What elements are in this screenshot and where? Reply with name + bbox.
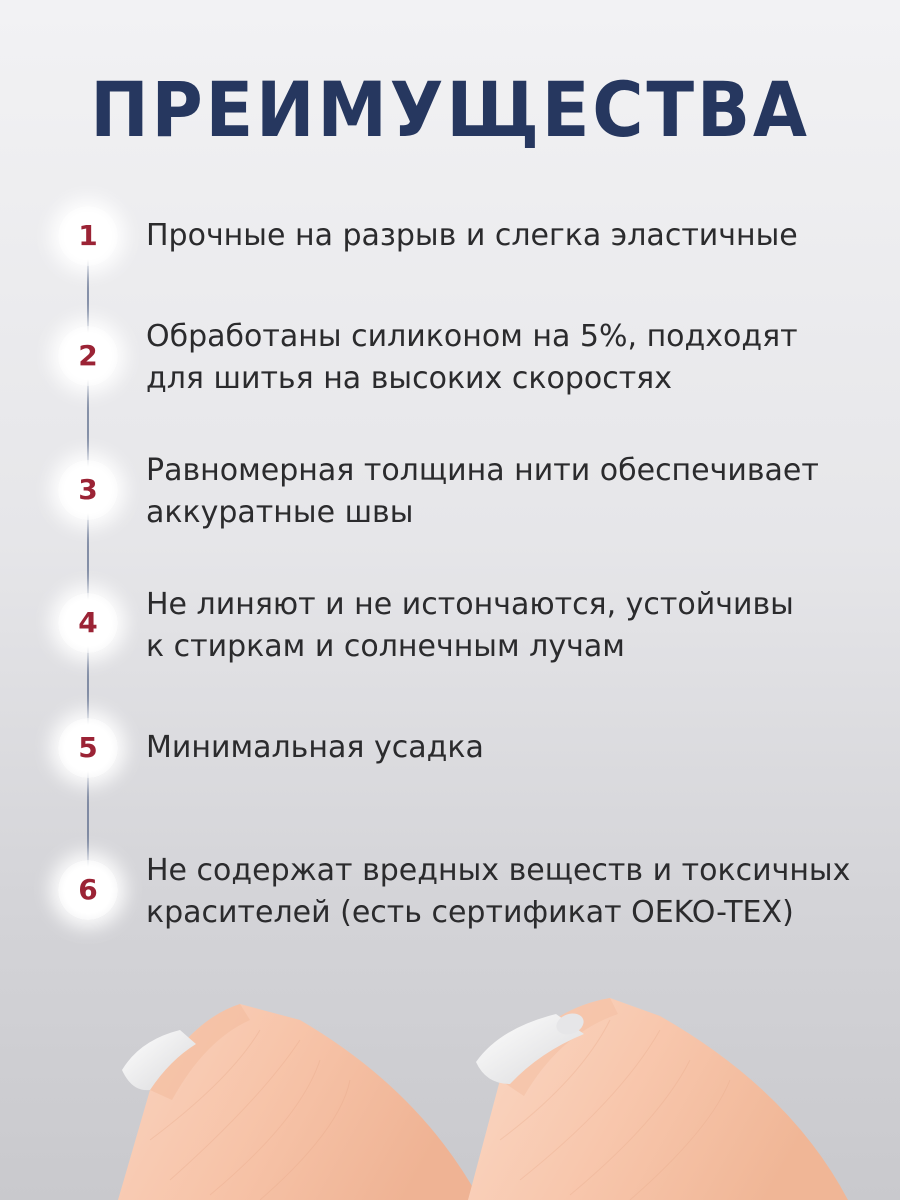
item-text (146, 316, 866, 400)
number-badge (58, 206, 118, 266)
item-text-line: Не содержат вредных веществ и токсичных (146, 853, 851, 888)
item-number: 3 (78, 473, 98, 506)
number-badge (58, 460, 118, 520)
item-text-line: Прочные на разрыв и слегка эластичные (146, 218, 798, 253)
item-number: 2 (78, 339, 98, 372)
number-badge (58, 860, 118, 920)
thread-spools-image (0, 980, 900, 1200)
left-spool (118, 1004, 480, 1200)
item-text-line: Не линяют и не истончаются, устойчивы (146, 587, 794, 622)
item-number: 4 (78, 606, 98, 639)
item-number: 1 (78, 219, 98, 252)
item-text (146, 850, 866, 934)
item-text (146, 727, 866, 769)
item-number: 5 (78, 731, 98, 764)
item-text-line: аккуратные швы (146, 495, 414, 530)
number-badge (58, 718, 118, 778)
item-text-line: Равномерная толщина нити обеспечивает (146, 453, 819, 488)
item-text (146, 450, 866, 534)
number-badge (58, 326, 118, 386)
item-text-line: Обработаны силиконом на 5%, подходят (146, 319, 798, 354)
item-text-line: красителей (есть сертификат OEKO-TEX) (146, 895, 794, 930)
item-text-line: для шитья на высоких скоростях (146, 361, 672, 396)
number-badge (58, 593, 118, 653)
page-title: ПРЕИМУЩЕСТВА (90, 65, 810, 154)
item-text (146, 215, 866, 257)
item-text (146, 584, 866, 668)
item-text-line: к стиркам и солнечным лучам (146, 629, 625, 664)
right-spool (468, 998, 848, 1200)
item-number: 6 (78, 873, 98, 906)
item-text-line: Минимальная усадка (146, 730, 484, 765)
